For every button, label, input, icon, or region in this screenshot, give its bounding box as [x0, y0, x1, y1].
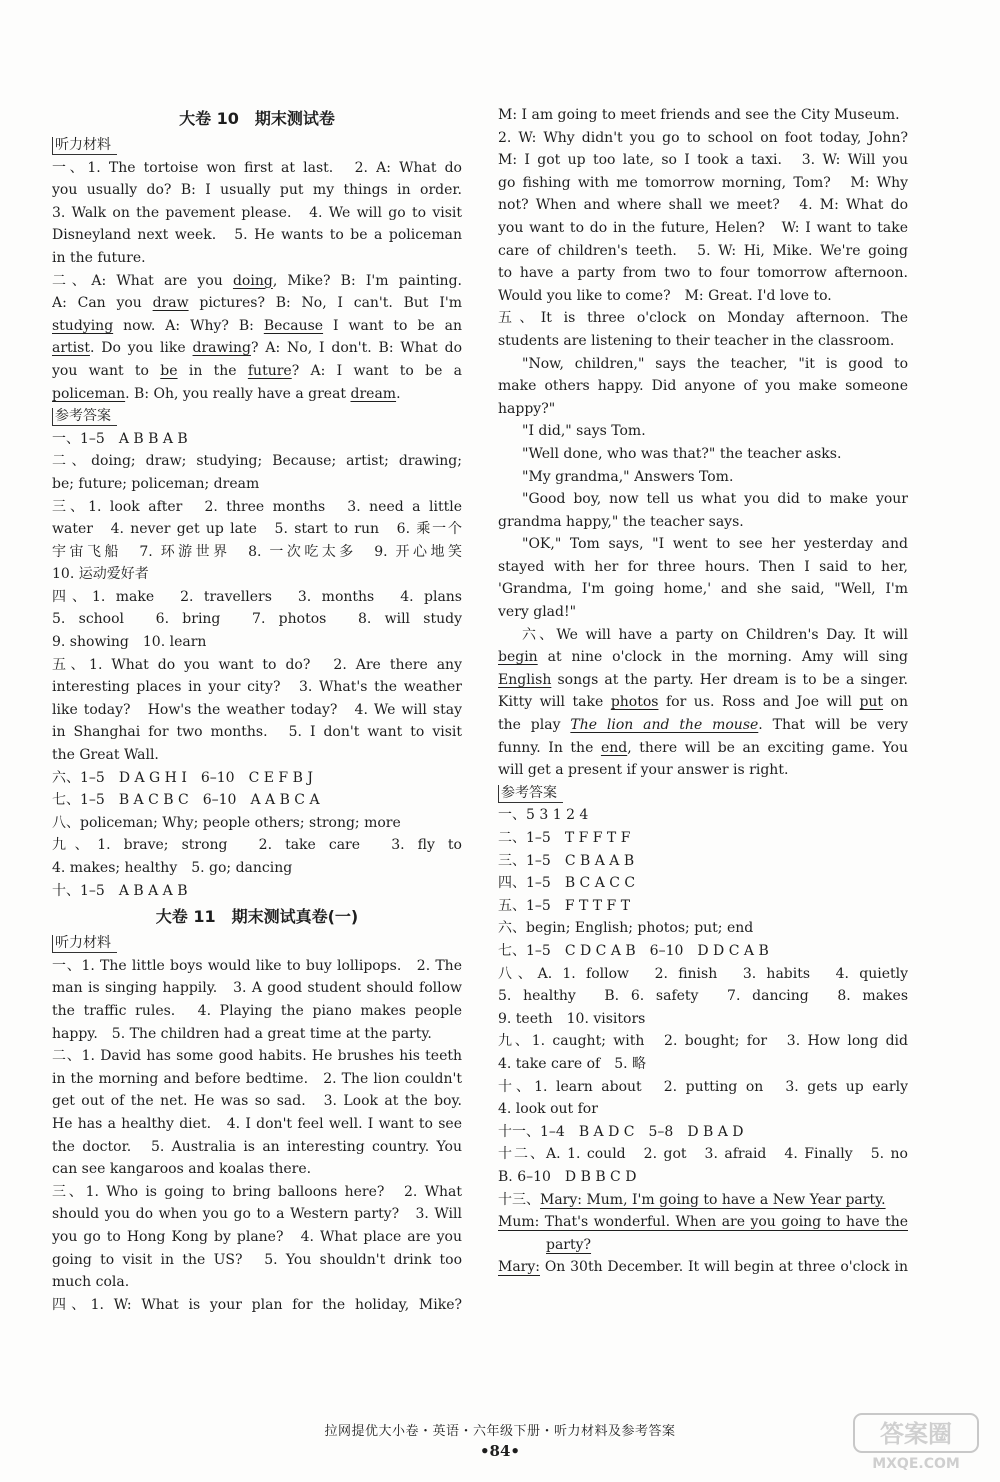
text-line — [498, 691, 908, 714]
underlined-answer: dream — [350, 385, 397, 402]
section-label — [52, 405, 462, 428]
text-run: 二、A: What are you — [52, 272, 233, 289]
text-line: 一、1. The tortoise won first at last. 2. A: What do — [52, 159, 462, 176]
text-line: get out of the net. He was so sad. 3. Look at the boy. — [52, 1093, 462, 1110]
text-run: ? A: No, I don't. B: What do — [250, 340, 462, 357]
underlined-answer: Because — [263, 317, 324, 334]
text-run: A: Can you — [52, 295, 153, 312]
text-line: 十一、1–4 B A D C 5–8 D B A D — [498, 1123, 744, 1140]
text-line: M: I am going to meet friends and see the City Museum. — [498, 107, 900, 123]
text-run: Kitty will take — [498, 694, 611, 711]
text-run: . — [396, 385, 401, 402]
underlined-sentence: Mum: That's wonderful. When are you going to have the — [498, 1214, 908, 1231]
text-line: 9. showing 10. learn — [52, 634, 207, 651]
underlined-answer: photos — [610, 694, 659, 711]
text-line: 五、1. What do you want to do? 2. Are there any — [52, 656, 462, 673]
text-line: "Now, children," says the teacher, "it is good to — [522, 355, 908, 372]
text-line: 十、1–5 A B A A B — [52, 882, 188, 899]
text-line: 4. look out for — [498, 1101, 598, 1118]
text-line: 宇宙飞船 7. 环游世界 8. 一次吃太多 9. 开心地笑 — [52, 543, 462, 560]
text-run: pictures? B: No, I can't. But I'm — [188, 295, 462, 312]
watermark-url: MXQE.COM — [872, 1456, 960, 1472]
text-run: now. A: Why? B: — [113, 317, 264, 334]
text-line: the Great Wall. — [52, 747, 159, 764]
watermark-logo — [852, 1410, 980, 1474]
text-line: much cola. — [52, 1274, 130, 1291]
section-label-text: 听力材料 — [52, 935, 117, 953]
text-line: 三、1–5 C B A A B — [498, 852, 635, 869]
text-run: in the — [177, 362, 248, 379]
text-line: 六、1–5 D A G H I 6–10 C E F B J — [52, 769, 313, 786]
underlined-answer: future — [247, 362, 292, 379]
text-run: ? A: I want to be a — [291, 362, 462, 379]
text-line: 二、doing; draw; studying; Because; artist; drawing; — [52, 453, 462, 470]
text-run: . Do you like — [89, 340, 193, 357]
text-line: the doctor. 5. Australia is an interesting country. You — [52, 1138, 462, 1155]
text-run: 六、We will have a party on Children's Day. It will — [522, 626, 908, 643]
text-line: 十、1. learn about 2. putting on 3. gets up early — [498, 1078, 908, 1095]
text-line: water 4. never get up late 5. start to run 6. 乘一个 — [52, 521, 462, 538]
underlined-title: The lion and the mouse — [570, 717, 759, 734]
text-line: 七、1–5 B A C B C 6–10 A A B C A — [52, 792, 320, 809]
underlined-answer: be — [160, 362, 178, 379]
text-line: He has a healthy diet. 4. I don't feel well. I want to see — [52, 1115, 462, 1132]
section-label — [52, 134, 462, 157]
text-run: , there will be an exciting game. You — [627, 739, 908, 756]
section-label-text: 参考答案 — [52, 408, 117, 426]
watermark-title: 答案圈 — [880, 1420, 952, 1448]
text-line: 五、It is three o'clock on Monday afternoon. The — [498, 310, 908, 327]
text-line — [498, 624, 908, 647]
text-run: songs at the party. Her dream is to be a singer. — [551, 671, 908, 688]
text-line: 4. makes; healthy 5. go; dancing — [52, 860, 293, 876]
text-line: like today? How's the weather today? 4. We will stay — [52, 701, 462, 718]
text-run: funny. In the — [498, 739, 601, 756]
text-line: to have a party from two to four tomorrow afternoon. — [498, 265, 908, 282]
text-line: 四、1. W: What is your plan for the holiday, Mike? — [52, 1296, 462, 1313]
text-line: B. 6–10 D B B C D — [498, 1168, 637, 1185]
text-line: go fishing with me tomorrow morning, Tom? M: Why — [498, 174, 908, 191]
text-line: should you do when you go to a Western party? 3. Will — [52, 1206, 462, 1223]
underlined-answer: begin — [498, 649, 538, 666]
underlined-sentence: party? — [546, 1236, 592, 1253]
text-run: on — [883, 694, 908, 711]
text-line: 二、1–5 T F F T F — [498, 830, 631, 846]
text-line — [52, 315, 462, 338]
text-line: be; future; policeman; dream — [52, 475, 260, 492]
page-footer: 拉网提优大小卷・英语・六年级下册・听力材料及参考答案 — [324, 1424, 676, 1439]
text-line: 'Grandma, I'm going home,' and she said, "Well, I'm — [498, 581, 908, 598]
text-line: 九、1. brave; strong 2. take care 3. fly to — [52, 837, 462, 854]
text-line: 四、1–5 B C A C C — [498, 875, 636, 892]
text-line: 3. Walk on the pavement please. 4. We will go to visit — [52, 204, 462, 221]
text-line: 八、policeman; Why; people others; strong; more — [52, 814, 401, 831]
text-line — [498, 646, 908, 669]
text-line — [498, 1189, 908, 1212]
text-line: going to visit in the US? 5. You shouldn't drink too — [52, 1251, 462, 1268]
text-run: . B: Oh, you really have a great — [125, 385, 351, 402]
text-line: stayed with her for three hours. Then I said to her, — [498, 558, 908, 575]
underlined-answer: policeman — [52, 385, 126, 402]
text-line — [52, 270, 462, 293]
underlined-sentence: Mary: Mum, I'm going to have a New Year party. — [540, 1191, 886, 1208]
text-line: 三、1. Who is going to bring balloons here? 2. What — [52, 1183, 462, 1200]
text-line: very glad!" — [498, 604, 577, 621]
section-label — [498, 782, 908, 805]
text-line — [52, 383, 462, 406]
text-line — [52, 360, 462, 383]
text-line — [52, 292, 462, 315]
text-line: will get a present if your answer is right. — [498, 762, 789, 779]
underlined-answer: studying — [52, 317, 114, 334]
text-line: 三、1. look after 2. three months 3. need a little — [52, 498, 462, 515]
text-line: man is singing happily. 3. A good student should follow — [52, 980, 462, 997]
text-run: On 30th December. It will begin at three o'clock in — [540, 1259, 908, 1276]
text-line — [498, 669, 908, 692]
text-line: 9. teeth 10. visitors — [498, 1010, 646, 1027]
text-line: grandma happy," the teacher says. — [498, 513, 744, 530]
section-title: 大卷 11 期末测试真卷(一) — [155, 907, 359, 927]
text-line: 六、begin; English; photos; put; end — [498, 920, 754, 937]
text-line: 一、1. The little boys would like to buy lollipops. 2. The — [52, 957, 462, 974]
text-line: 七、1–5 C D C A B 6–10 D D C A B — [498, 942, 769, 959]
text-line: 八、A. 1. follow 2. finish 3. habits 4. quietly — [498, 965, 908, 982]
section-label — [52, 932, 462, 955]
text-line — [498, 1211, 908, 1234]
text-line: can see kangaroos and koalas there. — [52, 1161, 312, 1178]
text-line: students are listening to their teacher in the classroom. — [498, 332, 895, 349]
section-label-text: 参考答案 — [498, 785, 563, 803]
text-line: 2. W: Why didn't you go to school on foot today, John? — [498, 129, 908, 146]
text-line: 四、1. make 2. travellers 3. months 4. plans — [52, 588, 462, 605]
text-line: 4. take care of 5. 略 — [498, 1055, 647, 1072]
text-line: Disneyland next week. 5. He wants to be a policeman — [52, 227, 462, 244]
underlined-answer: put — [859, 694, 884, 711]
text-line: happy?" — [498, 400, 556, 417]
right-column — [498, 104, 908, 1279]
text-line: "OK," Tom says, "I went to see her yesterday and — [522, 536, 908, 553]
underlined-answer: artist — [52, 340, 90, 357]
text-line: in Shanghai for two months. 5. I don't want to visit — [52, 724, 462, 741]
text-line — [498, 1256, 908, 1279]
text-run: , Mike? B: I'm painting. — [272, 272, 462, 289]
text-line: M: I got up too late, so I took a taxi. 3. W: Will you — [498, 152, 908, 169]
text-run: for us. Ross and Joe will — [658, 694, 860, 711]
text-line: the traffic rules. 4. Playing the piano makes people — [52, 1002, 462, 1019]
underlined-answer: drawing — [192, 340, 251, 357]
text-line: "I did," says Tom. — [522, 423, 646, 440]
underlined-answer: English — [498, 671, 552, 688]
text-run: 十三、 — [498, 1191, 540, 1208]
text-line: make others happy. Did anyone of you make someone — [498, 378, 908, 395]
left-column — [52, 104, 462, 1316]
text-line: 五、1–5 F T T F T — [498, 897, 631, 914]
underlined-answer: draw — [152, 295, 189, 312]
text-line: 一、5 3 1 2 4 — [498, 807, 589, 824]
text-line: not? When and where shall we meet? 4. M: What do — [498, 197, 908, 214]
text-line: in the morning and before bedtime. 2. The lion couldn't — [52, 1070, 462, 1087]
text-run: you want to — [52, 362, 161, 379]
text-line: Would you like to come? M: Great. I'd love to. — [498, 287, 832, 304]
text-line — [498, 737, 908, 760]
text-line: happy. 5. The children had a great time at the party. — [52, 1025, 432, 1042]
text-line — [498, 1234, 908, 1257]
text-line: 二、1. David has some good habits. He brushes his teeth — [52, 1048, 462, 1065]
text-line: you go to Hong Kong by plane? 4. What place are you — [52, 1228, 462, 1245]
text-run: I want to be an — [323, 317, 462, 334]
text-line: "My grandma," Answers Tom. — [522, 468, 734, 485]
text-line: 一、1–5 A B B A B — [52, 430, 188, 447]
text-line: 十二、A. 1. could 2. got 3. afraid 4. Finally 5. no — [498, 1146, 908, 1163]
text-line: 5. healthy B. 6. safety 7. dancing 8. makes — [498, 988, 908, 1005]
text-line: "Well done, who was that?" the teacher asks. — [522, 445, 842, 462]
text-run: at nine o'clock in the morning. Amy will sing — [537, 649, 908, 666]
text-line: you want to do in the future, Helen? W: I want to take — [498, 219, 908, 236]
text-line: 10. 运动爱好者 — [52, 566, 149, 583]
text-line: 九、1. caught; with 2. bought; for 3. How long did — [498, 1033, 908, 1050]
page-number: •84• — [479, 1442, 521, 1460]
text-line: care of children's teeth. 5. W: Hi, Mike. We're going — [498, 242, 908, 259]
section-label-text: 听力材料 — [52, 137, 117, 155]
underlined-sentence: Mary: — [498, 1259, 540, 1276]
section-title: 大卷 10 期末测试卷 — [179, 109, 335, 128]
text-line — [498, 714, 908, 737]
underlined-answer: end — [600, 739, 628, 756]
text-run: . That will be very — [758, 717, 908, 734]
text-line: you usually do? B: I usually put my things in order. — [52, 182, 462, 199]
text-line: interesting places in your city? 3. What's the weather — [52, 679, 462, 696]
underlined-answer: doing — [232, 272, 273, 289]
text-line: 5. school 6. bring 7. photos 8. will study — [52, 611, 462, 628]
text-run: the play — [498, 717, 571, 734]
text-line: in the future. — [52, 249, 146, 266]
text-line — [52, 337, 462, 360]
text-line: "Good boy, now tell us what you did to make your — [522, 491, 908, 508]
